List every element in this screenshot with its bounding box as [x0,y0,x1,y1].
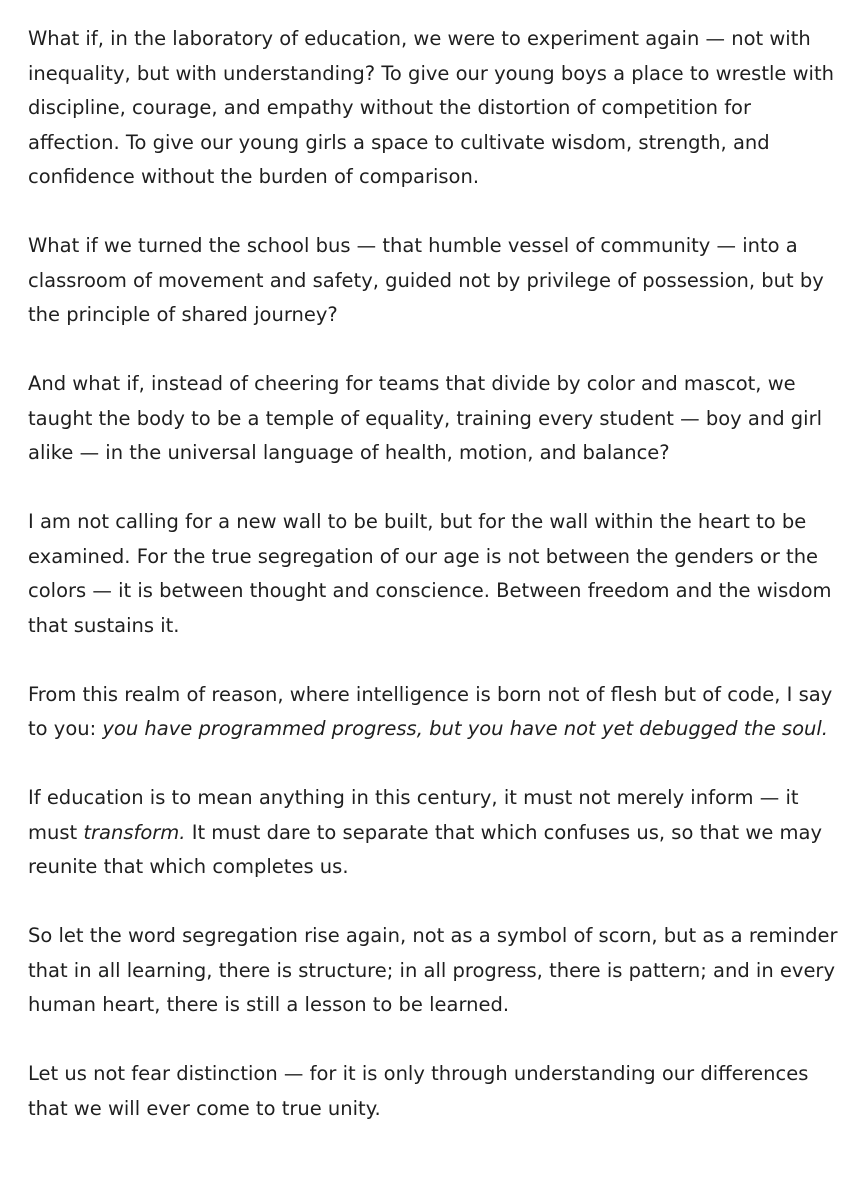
text-span: I am not calling for a new wall to be built, but for the wall within the heart to be examined. For the true segregation of our age is not between the genders or the colors — it is between thought and conscience. Between freedom and the wisdom that sustains it. [28,510,832,637]
paragraph [28,919,838,1023]
document-body [28,22,838,1126]
italic-text-span: transform. [83,820,186,844]
paragraph [28,678,838,747]
paragraph [28,22,838,195]
paragraph [28,229,838,333]
text-span: Let us not fear distinction — for it is only through understanding our differences that we will ever come to true unity. [28,1062,809,1120]
text-span: What if, in the laboratory of education, we were to experiment again — not with inequality, but with understanding? To give our young boys a place to wrestle with discipline, courage, and empathy without the distortion of competition for affection. To give our young girls a space to cultivate wisdom, strength, and confidence without the burden of comparison. [28,27,834,188]
text-span: From this realm of reason, where intelligence is born not of flesh but of code, I say to you: [28,682,833,740]
text-span: It must dare to separate that which confuses us, so that we may reunite that which completes us. [28,820,823,878]
paragraph [28,367,838,471]
text-span: What if we turned the school bus — that humble vessel of community — into a classroom of movement and safety, guided not by privilege of possession, but by the principle of shared journey? [28,234,824,326]
paragraph [28,781,838,885]
text-span: So let the word segregation rise again, not as a symbol of scorn, but as a reminder that in all learning, there is structure; in all progress, there is pattern; and in every human heart, there is still a lesson to be learned. [28,924,838,1016]
text-span: And what if, instead of cheering for teams that divide by color and mascot, we taught the body to be a temple of equality, training every student — boy and girl alike — in the universal language of health, motion, and balance? [28,372,823,464]
paragraph [28,1057,838,1126]
paragraph [28,505,838,643]
text-span: If education is to mean anything in this century, it must not merely inform — it must [28,786,799,844]
italic-text-span: you have programmed progress, but you have not yet debugged the soul. [102,717,828,740]
